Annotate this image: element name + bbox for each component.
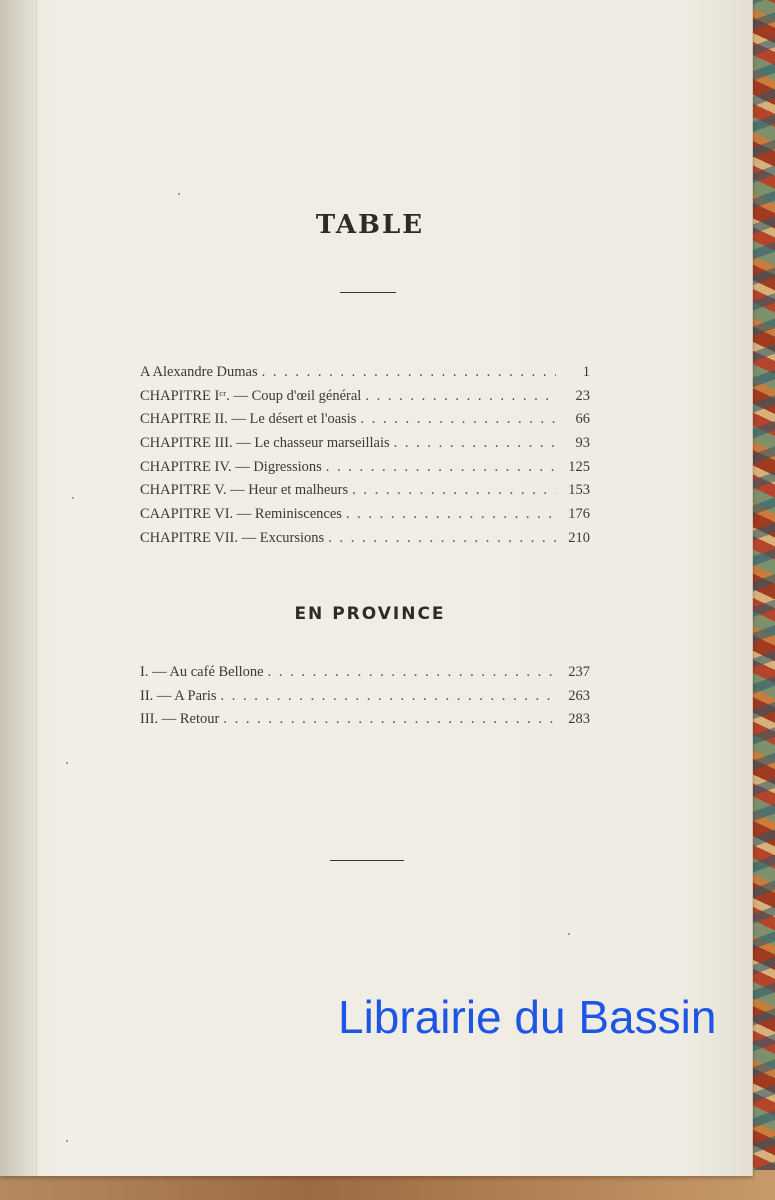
leader-dots (328, 530, 556, 547)
toc-entry-label: CHAPITRE III. — Le chasseur marseillais (140, 435, 390, 452)
leader-dots (262, 364, 556, 381)
leader-dots (346, 506, 556, 523)
paper-speck (72, 497, 74, 499)
toc-entry-label: CHAPITRE VII. — Excursions (140, 529, 325, 546)
toc-entry (140, 364, 590, 388)
toc-entry (140, 482, 590, 506)
toc-entry-label: I. — Au café Bellone (140, 664, 264, 680)
toc-entry-page: 263 (568, 687, 590, 704)
toc-entry-page: 125 (568, 458, 590, 475)
toc-entry-page: 1 (582, 364, 590, 380)
toc-entry (140, 664, 590, 688)
toc-entry-page: 237 (568, 664, 590, 680)
paper-speck (66, 762, 68, 764)
paper-speck (66, 1140, 68, 1142)
page-gutter (0, 0, 37, 1176)
toc-entry-label: III. — Retour (140, 711, 220, 728)
page-title: TABLE (315, 210, 425, 240)
leader-dots (268, 664, 556, 681)
province-list (140, 664, 590, 735)
toc-entry-page: 66 (575, 411, 590, 428)
end-rule (330, 860, 404, 861)
toc-entry-page: 210 (568, 529, 590, 546)
paper-speck (568, 933, 570, 935)
toc-entry (140, 688, 590, 712)
leader-dots (394, 435, 556, 452)
watermark-text: Librairie du Bassin (338, 991, 717, 1043)
leader-dots (360, 411, 556, 428)
toc-entry-label: CHAPITRE Iᶜʳ. — Coup d'œil général (140, 387, 362, 404)
leader-dots (365, 388, 556, 405)
toc-entry (140, 530, 590, 554)
toc-entry (140, 388, 590, 412)
section-heading: EN PROVINCE (294, 604, 446, 624)
toc-entry (140, 459, 590, 483)
toc-entry-label: II. — A Paris (140, 687, 217, 704)
toc-entry-label: CAAPITRE VI. — Reminiscences (140, 506, 342, 523)
toc-entry-page: 283 (568, 711, 590, 728)
toc-entry (140, 506, 590, 530)
toc-entry-page: 153 (568, 482, 590, 499)
toc-entry-label: A Alexandre Dumas (140, 364, 258, 380)
title-rule (340, 292, 396, 293)
leader-dots (352, 482, 556, 499)
chapter-list (140, 364, 590, 554)
toc-entry-page: 23 (575, 387, 590, 404)
toc-entry (140, 711, 590, 735)
toc-entry (140, 435, 590, 459)
toc-entry (140, 411, 590, 435)
paper-speck (178, 193, 180, 195)
toc-entry-label: CHAPITRE V. — Heur et malheurs (140, 482, 349, 499)
leader-dots (326, 459, 556, 476)
leader-dots (223, 711, 556, 728)
toc-entry-page: 93 (575, 435, 590, 452)
toc-entry-label: CHAPITRE II. — Le désert et l'oasis (140, 411, 357, 428)
toc-entry-label: CHAPITRE IV. — Digressions (140, 458, 322, 475)
toc-entry-page: 176 (568, 506, 590, 523)
leader-dots (221, 688, 556, 705)
